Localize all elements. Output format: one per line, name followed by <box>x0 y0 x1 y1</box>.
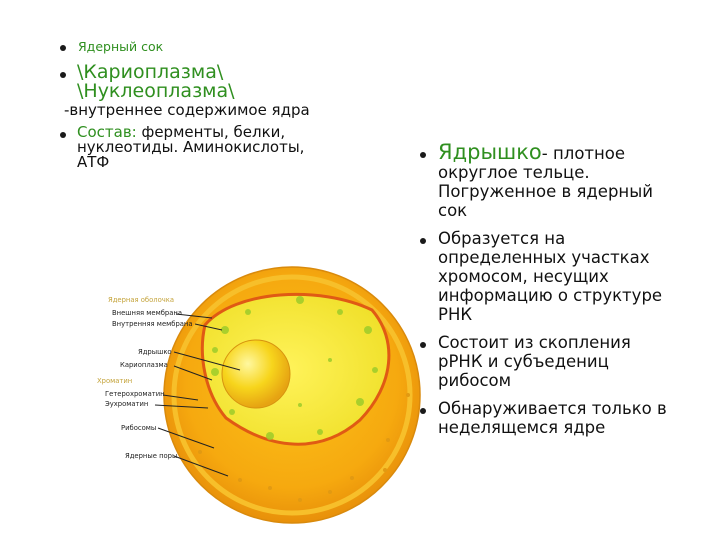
text: рРНК и субъедениц <box>438 352 609 371</box>
bullet <box>420 408 426 414</box>
text: - плотное <box>541 144 626 163</box>
text: Погруженное в ядерный <box>438 182 653 201</box>
text: Образуется на <box>438 229 566 248</box>
karyoplasm-term: \Кариоплазма\ <box>77 61 224 83</box>
text: сок <box>438 201 468 220</box>
composition-line-3: АТФ <box>77 153 110 171</box>
label-heterochromatin: Гетерохроматин <box>105 390 165 398</box>
text: РНК <box>438 305 473 324</box>
text: информацию о структуре <box>438 286 663 305</box>
text: хромосом, несущих <box>438 267 609 286</box>
label-nucleolus: Ядрышко <box>138 348 172 356</box>
list-item <box>420 229 710 324</box>
composition-label: Состав: <box>77 123 137 141</box>
label-inner-membrane: Внутренняя мембрана <box>112 320 193 328</box>
nuclear-sap-label: Ядерный сок <box>78 39 164 54</box>
nucleolus-facts-list <box>420 140 710 446</box>
list-item <box>420 399 710 437</box>
composition-text-1: ферменты, белки, <box>136 123 286 141</box>
composition-line-2: нуклеотиды. Аминокислоты, <box>77 138 305 156</box>
label-euchromatin: Эухроматин <box>105 400 149 408</box>
label-chromatin: Хроматин <box>97 377 133 385</box>
bullet <box>420 342 426 348</box>
label-outer-membrane: Внешняя мембрана <box>112 309 183 317</box>
label-envelope: Ядерная оболочка <box>108 296 175 304</box>
list-item <box>420 333 710 390</box>
list-item <box>420 140 710 220</box>
text: Состоит из скопления <box>438 333 631 352</box>
nucleolus-shape <box>222 340 290 408</box>
label-ribosomes: Рибосомы <box>121 424 157 432</box>
text: Обнаруживается только в <box>438 399 667 418</box>
text: округлое тельце. <box>438 163 590 182</box>
nucleolus-heading: Ядрышко <box>438 140 542 164</box>
label-pores: Ядерные поры <box>125 452 178 460</box>
bullet <box>420 238 426 244</box>
text: неделящемся ядре <box>438 418 606 437</box>
text: определенных участках <box>438 248 650 267</box>
nucleoplasm-term: \Нуклеоплазма\ <box>77 80 235 102</box>
karyoplasm-definition: -внутреннее содержимое ядра <box>64 101 310 119</box>
text: рибосом <box>438 371 512 390</box>
label-karyoplasm: Кариоплазма <box>120 361 168 369</box>
bullet <box>420 152 426 158</box>
